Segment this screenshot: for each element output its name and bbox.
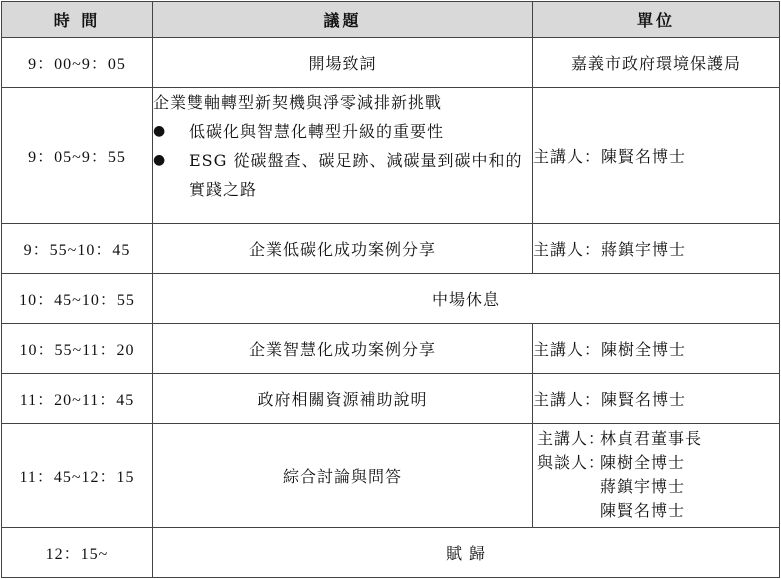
unit-cell: 嘉義市政府環境保護局 [533, 38, 780, 88]
bullet-text: 低碳化與智慧化轉型升級的重要性 [189, 122, 445, 141]
panel-name: 蔣鎮宇博士 [600, 476, 686, 496]
panel-name: 陳樹全博士 [600, 452, 686, 472]
break-cell: 中場休息 [153, 274, 780, 324]
panel-role: 與談人： [537, 452, 606, 472]
unit-cell: 主講人：陳賢名博士 [533, 374, 780, 424]
time-cell: 9：55~10：45 [2, 224, 153, 274]
table-row [2, 528, 780, 578]
panel-line [537, 475, 779, 499]
topic-cell: 政府相關資源補助說明 [153, 374, 533, 424]
topic-cell: 企業低碳化成功案例分享 [153, 224, 533, 274]
topic-cell: 綜合討論與問答 [153, 424, 533, 528]
table-row [2, 274, 780, 324]
header-unit: 單位 [533, 2, 780, 38]
panel-list [535, 425, 779, 527]
bullet-icon: ● [153, 123, 167, 139]
time-cell: 10：45~10：55 [2, 274, 153, 324]
header-time: 時 間 [2, 2, 153, 38]
table-row [2, 38, 780, 88]
topic-cell: 開場致詞 [153, 38, 533, 88]
table-row [2, 224, 780, 274]
unit-cell: 主講人：陳賢名博士 [533, 88, 780, 224]
bullet-icon: ● [153, 152, 167, 168]
header-row [2, 2, 780, 38]
table-row [2, 88, 780, 224]
bullet-text: ESG 從碳盤查、碳足跡、減碳量到碳中和的實踐之路 [189, 151, 523, 199]
table-row [2, 374, 780, 424]
unit-cell: 主講人：陳樹全博士 [533, 324, 780, 374]
time-cell: 9：05~9：55 [2, 88, 153, 224]
panel-role: 主講人： [537, 428, 606, 448]
panel-line [537, 451, 779, 475]
time-cell: 12：15~ [2, 528, 153, 578]
header-topic: 議題 [153, 2, 533, 38]
list-item [153, 146, 532, 204]
panel-name: 陳賢名博士 [600, 500, 686, 520]
panel-role [537, 475, 600, 499]
table-row [2, 324, 780, 374]
unit-cell: 主講人：蔣鎮宇博士 [533, 224, 780, 274]
agenda-table [1, 1, 780, 578]
topic-cell [153, 88, 533, 224]
panel-line [537, 427, 779, 451]
time-cell: 11：45~12：15 [2, 424, 153, 528]
time-cell: 11：20~11：45 [2, 374, 153, 424]
list-item [153, 117, 532, 146]
panel-role [537, 499, 600, 523]
topic-title: 企業雙軸轉型新契機與淨零減排新挑戰 [153, 93, 443, 112]
time-cell: 9：00~9：05 [2, 38, 153, 88]
table-row [2, 424, 780, 528]
time-cell: 10：55~11：20 [2, 324, 153, 374]
unit-cell [533, 424, 780, 528]
topic-cell: 企業智慧化成功案例分享 [153, 324, 533, 374]
panel-name: 林貞君董事長 [600, 428, 703, 448]
panel-line [537, 499, 779, 523]
closing-cell: 賦 歸 [153, 528, 780, 578]
